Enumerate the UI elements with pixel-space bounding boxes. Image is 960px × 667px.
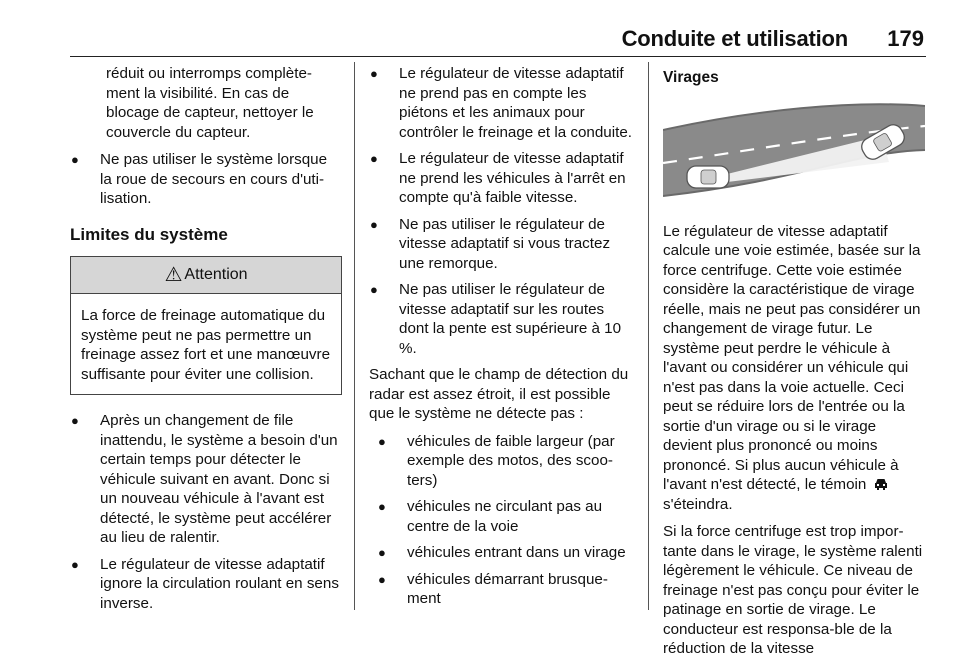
section-title: Limites du système	[70, 224, 228, 244]
page-header	[0, 0, 960, 60]
curve-radar-illustration	[663, 100, 925, 206]
list-item: ● Ne pas utiliser le régulateur de vitesse adaptatif sur les routes dont la pente est supérieure à 10 %.	[369, 280, 635, 358]
list-item: ● Le régulateur de vitesse adaptatif ne prend les véhicules à l'arrêt en compte qu'à faible vitesse.	[369, 149, 635, 208]
paragraph: Sachant que le champ de détection du radar est assez étroit, il est possible que le système ne détecte pas :	[369, 366, 629, 422]
bullet-list	[70, 150, 342, 209]
vehicle-ahead-icon	[873, 477, 889, 491]
bullet-list	[369, 432, 635, 609]
list-item: ● véhicules de faible largeur (par exemple des motos, des scoo-ters)	[377, 432, 635, 491]
continued-text: réduit ou interromps complète-ment la visibilité. En cas de blocage de capteur, nettoyer le couvercle du capteur.	[106, 65, 314, 141]
bullet-list	[369, 64, 635, 358]
paragraph: Le régulateur de vitesse adaptatif calcule une voie estimée, basée sur la force centrifuge. Cette voie estimée considère la caractéristique de virage réelle, mais ne peut pas considérer un changement de virage futur. Le système peut perdre le véhicule à l'avant ou considérer un véhicule qui n'est pas dans la voie actuelle. Ceci peut se réduire lors de l'entrée ou la sortie d'un virage ou si le virage devient plus prononcé ou moins prononcé. Si plus aucun véhicule à l'avant n'est détecté, le témoin s'éteindra.	[663, 222, 921, 513]
list-item: ● Ne pas utiliser le régulateur de vitesse adaptatif si vous tractez une remorque.	[369, 215, 635, 274]
warning-box	[70, 256, 342, 395]
column-divider-1	[354, 62, 355, 610]
column-3	[663, 64, 929, 667]
column-2	[369, 64, 635, 616]
column-divider-2	[648, 62, 649, 610]
column-1	[70, 64, 342, 620]
list-item: ● véhicules entrant dans un virage	[377, 543, 635, 563]
chapter-title: Conduite et utilisation	[621, 26, 848, 51]
own-car-icon	[687, 166, 729, 188]
bullet-list	[70, 411, 342, 613]
subsection-title: Virages	[663, 69, 719, 86]
warning-header	[71, 257, 341, 294]
header-rule	[70, 56, 926, 57]
warning-text: La force de freinage automatique du système peut ne pas permettre un freinage assez fort et une manœuvre suffisante pour éviter une collision.	[81, 307, 331, 383]
paragraph: Si la force centrifuge est trop impor-tante dans le virage, le système ralenti légèrement le véhicule. Ce niveau de freinage n'est pas conçu pour éviter le patinage en sortie de virage. Le conducteur est responsa-ble de la réduction de la vitesse	[663, 523, 923, 657]
warning-title: Attention	[184, 266, 248, 284]
page-number: 179	[887, 26, 924, 51]
warning-triangle-icon: ⚠	[164, 264, 183, 286]
list-item: ● Ne pas utiliser le système lorsque la roue de secours en cours d'uti-lisation.	[70, 150, 342, 209]
list-item: ● Le régulateur de vitesse adaptatif ne prend pas en compte les piétons et les animaux pour contrôler le freinage et la conduite.	[369, 64, 635, 142]
list-item: ● véhicules démarrant brusque-ment	[377, 570, 635, 609]
list-item: ● Le régulateur de vitesse adaptatif ignore la circulation roulant en sens inverse.	[70, 555, 342, 614]
list-item: ● Après un changement de file inattendu, le système a besoin d'un certain temps pour détecter le véhicule suivant en avant. Donc si un nouveau véhicule à l'avant est détecté, le système peut accélérer au lieu de ralentir.	[70, 411, 342, 548]
list-item: ● véhicules ne circulant pas au centre de la voie	[377, 497, 635, 536]
